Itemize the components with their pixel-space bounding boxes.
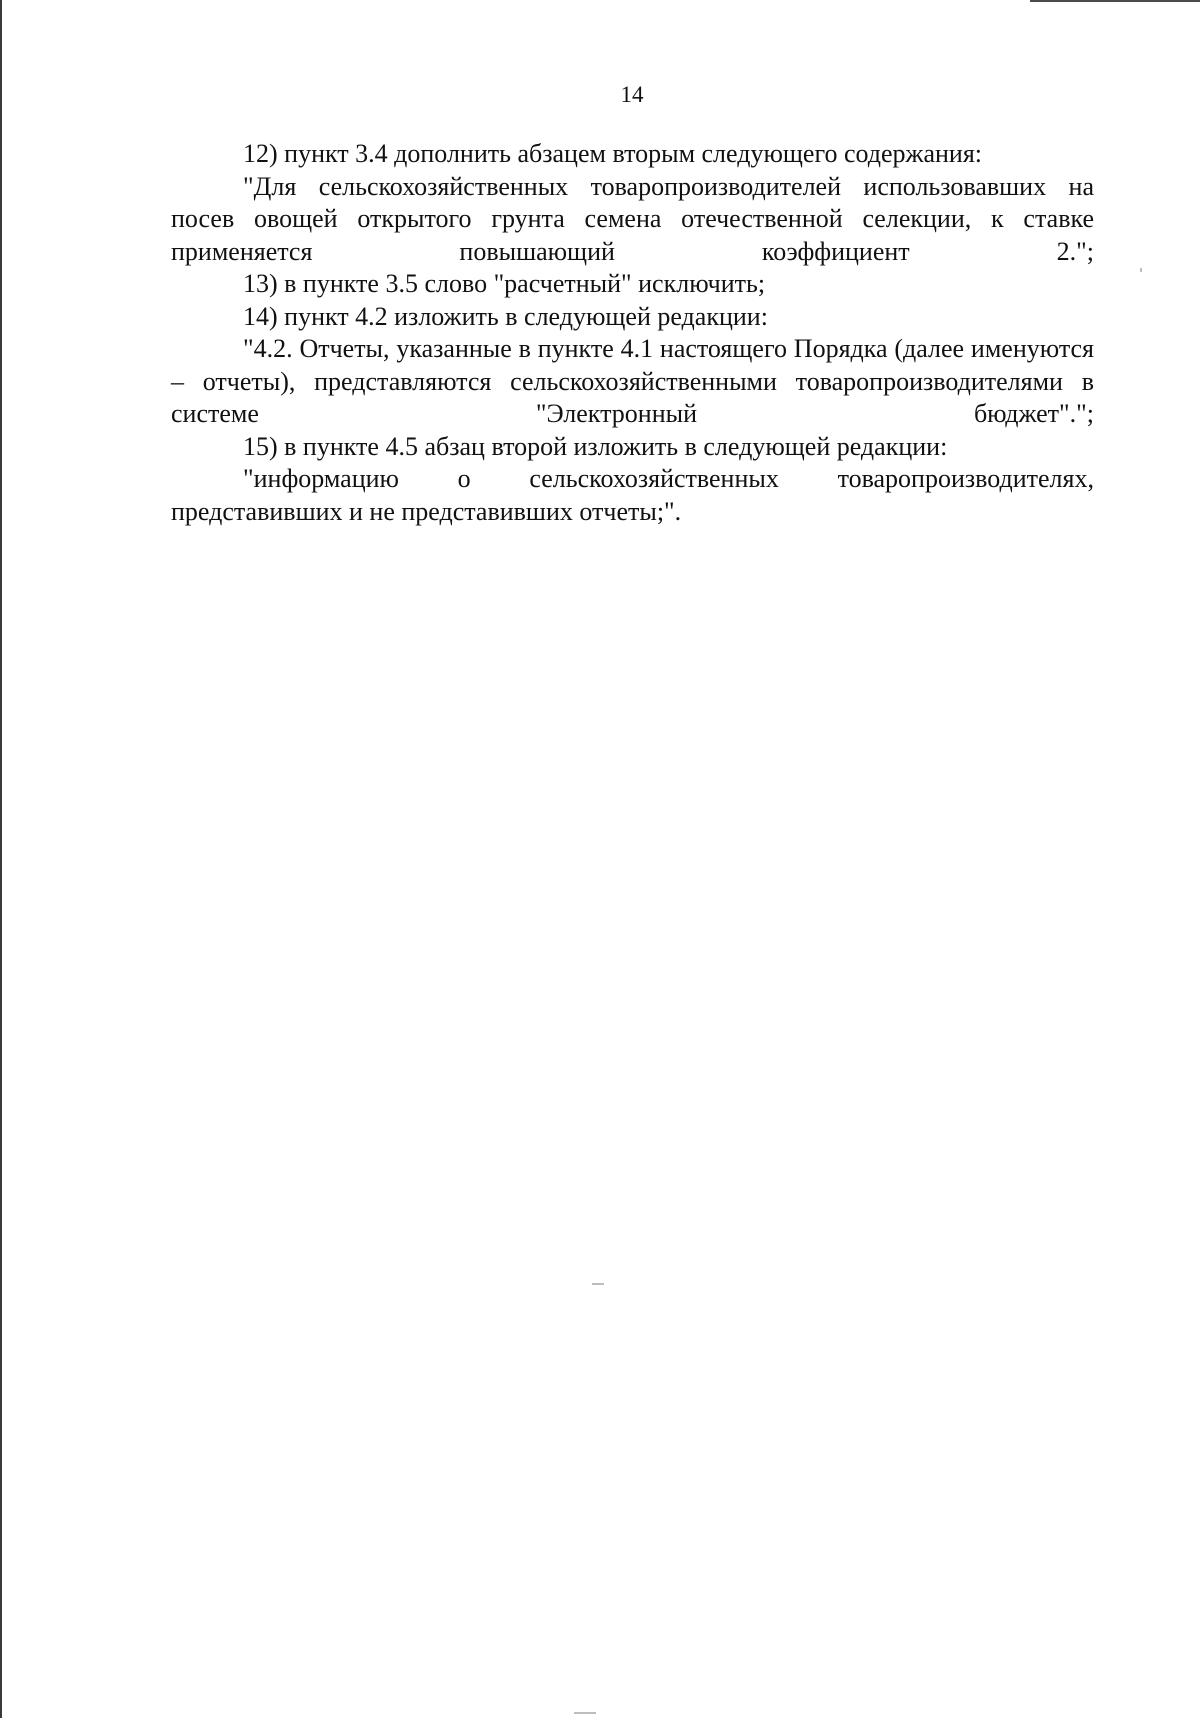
paragraph-rest: (далее именуются – отчеты), представляются сельскохозяйственными товаропроизводителями в системе "Электронный бюджет".";	[171, 334, 1095, 428]
paragraph-rest: на посев овощей открытого грунта семена отечественной селекции, к ставке применяется повышающий коэффициент 2.";	[171, 171, 1095, 266]
paragraph-quote-4-5	[171, 463, 1094, 528]
paragraph-quote-3-4	[171, 171, 1094, 269]
paragraph-lead: 14) пункт 4.2 изложить в следующей редакции:	[243, 301, 768, 331]
paragraph-lead: "Для сельскохозяйственных товаропроизводителей использовавших	[243, 171, 1047, 201]
scan-left-edge	[0, 0, 2, 1718]
paragraph-item-14	[171, 301, 1094, 334]
paragraph-item-13	[171, 268, 1094, 301]
page-number: 14	[620, 82, 644, 107]
paragraph-lead: 12) пункт 3.4 дополнить абзацем вторым следующего содержания:	[243, 139, 983, 168]
paragraph-lead: "информацию о сельскохозяйственных товаропроизводителях,	[243, 464, 1094, 493]
scan-speck	[592, 1283, 604, 1285]
scan-speck	[574, 1712, 596, 1714]
paragraph-lead: "4.2. Отчеты, указанные в пункте 4.1 настоящего Порядка	[243, 334, 888, 363]
paragraph-item-15	[171, 431, 1094, 464]
document-body	[171, 138, 1094, 528]
paragraph-lead: 13) в пункте 3.5 слово "расчетный" исключить;	[243, 269, 766, 298]
paragraph-item-12	[171, 138, 1094, 171]
paragraph-quote-4-2	[171, 333, 1094, 431]
paragraph-lead: 15) в пункте 4.5 абзац второй изложить в следующей редакции:	[243, 431, 948, 461]
scan-speck	[1140, 268, 1142, 272]
scan-top-edge	[1030, 0, 1200, 2]
paragraph-rest: представивших и не представивших отчеты;".	[171, 496, 682, 526]
